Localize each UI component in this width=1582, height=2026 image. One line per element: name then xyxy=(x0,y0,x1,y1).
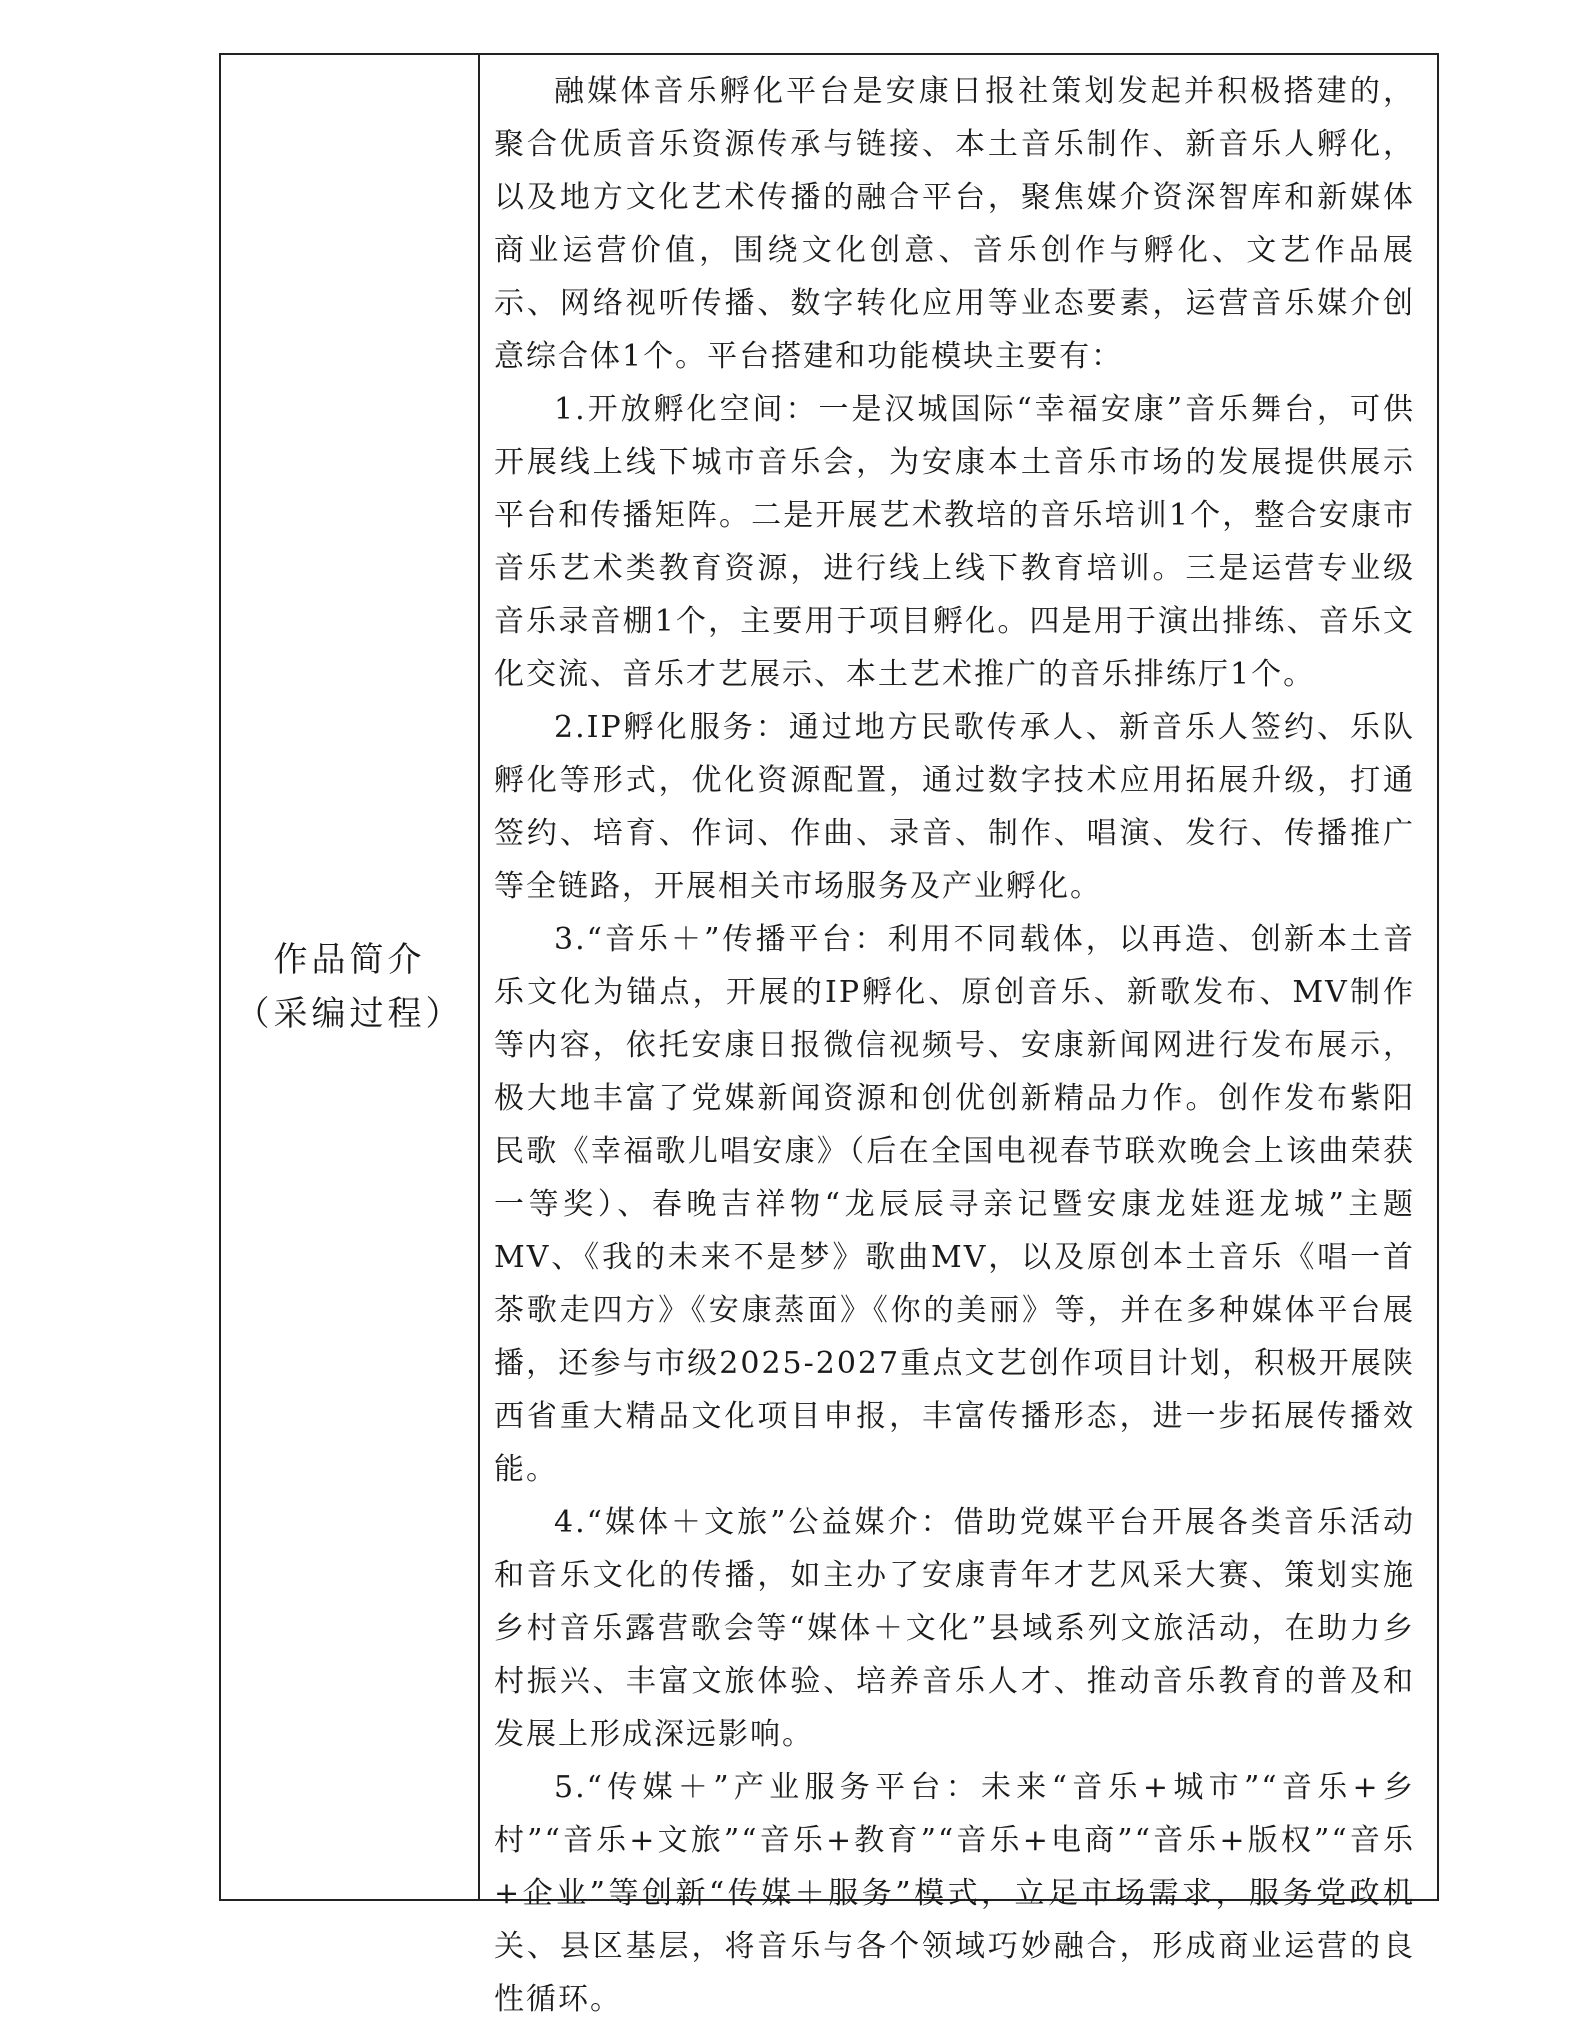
row-label-cell xyxy=(221,55,480,1899)
item-5-paragraph: 5.“传媒＋”产业服务平台：未来“音乐+城市”“音乐+乡村”“音乐+文旅”“音乐+教育”“音乐+电商”“音乐+版权”“音乐+企业”等创新“传媒＋服务”模式，立足市场需求，服务党政机关、县区基层，将音乐与各个领域巧妙融合，形成商业运营的良性循环。 xyxy=(494,1770,1415,2017)
item-1-paragraph: 1.开放孵化空间：一是汉城国际“幸福安康”音乐舞台，可供开展线上线下城市音乐会，为安康本土音乐市场的发展提供展示平台和传播矩阵。二是开展艺术教培的音乐培训1个，整合安康市音乐艺术类教育资源，进行线上线下教育培训。三是运营专业级音乐录音棚1个，主要用于项目孵化。四是用于演出排练、音乐文化交流、音乐才艺展示、本土艺术推广的音乐排练厅1个。 xyxy=(494,392,1415,692)
form-table xyxy=(219,53,1439,2017)
intro-paragraph: 融媒体音乐孵化平台是安康日报社策划发起并积极搭建的，聚合优质音乐资源传承与链接、本土音乐制作、新音乐人孵化，以及地方文化艺术传播的融合平台，聚焦媒介资深智库和新媒体商业运营价值，围绕文化创意、音乐创作与孵化、文艺作品展示、网络视听传播、数字转化应用等业态要素，运营音乐媒介创意综合体1个。平台搭建和功能模块主要有： xyxy=(494,74,1415,374)
item-2-paragraph: 2.IP孵化服务：通过地方民歌传承人、新音乐人签约、乐队孵化等形式，优化资源配置，通过数字技术应用拓展升级，打通签约、培育、作词、作曲、录音、制作、唱演、发行、传播推广等全链路，开展相关市场服务及产业孵化。 xyxy=(494,710,1415,904)
item-4-paragraph: 4.“媒体＋文旅”公益媒介：借助党媒平台开展各类音乐活动和音乐文化的传播，如主办了安康青年才艺风采大赛、策划实施乡村音乐露营歌会等“媒体＋文化”县域系列文旅活动，在助力乡村振兴、丰富文旅体验、培养音乐人才、推动音乐教育的普及和发展上形成深远影响。 xyxy=(494,1505,1415,1752)
item-3-paragraph: 3.“音乐＋”传播平台：利用不同载体，以再造、创新本土音乐文化为锚点，开展的IP孵化、原创音乐、新歌发布、MV制作等内容，依托安康日报微信视频号、安康新闻网进行发布展示，极大地丰富了党媒新闻资源和创优创新精品力作。创作发布紫阳民歌《幸福歌儿唱安康》（后在全国电视春节联欢晚会上该曲荣获一等奖）、春晚吉祥物“龙辰辰寻亲记暨安康龙娃逛龙城”主题MV、《我的未来不是梦》歌曲MV，以及原创本土音乐《唱一首茶歌走四方》《安康蒸面》《你的美丽》等，并在多种媒体平台展播，还参与市级2025-2027重点文艺创作项目计划，积极开展陕西省重大精品文化项目申报，丰富传播形态，进一步拓展传播效能。 xyxy=(494,922,1415,1487)
row-label-subtitle: （采编过程） xyxy=(235,994,464,1034)
content-cell xyxy=(480,55,1437,2017)
row-label-title: 作品简介 xyxy=(273,940,426,980)
